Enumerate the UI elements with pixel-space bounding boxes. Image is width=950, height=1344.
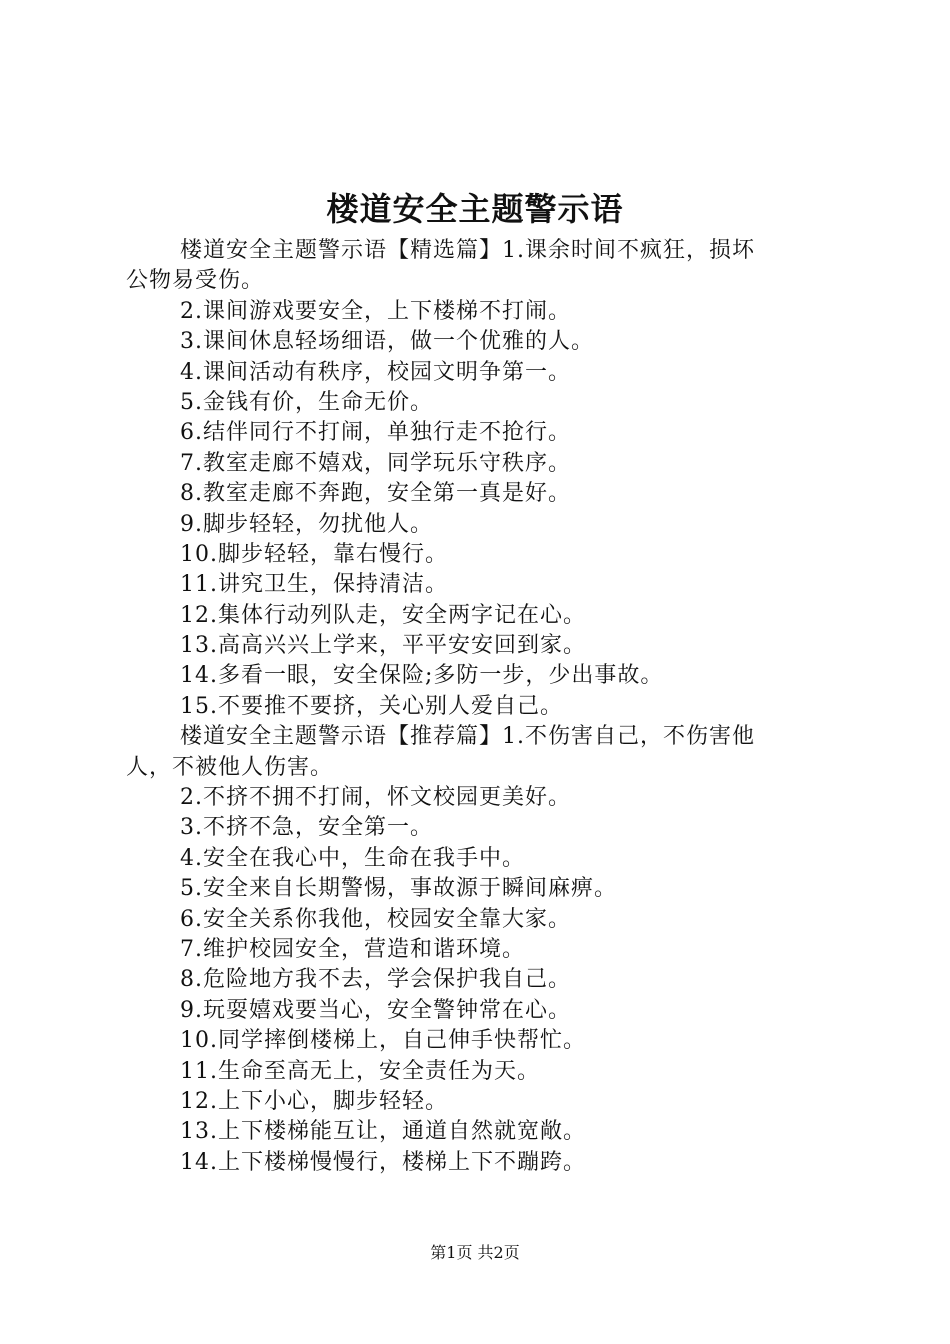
list-item: 11.讲究卫生，保持清洁。 <box>180 572 448 598</box>
list-item: 6.结伴同行不打闹，单独行走不抢行。 <box>180 420 571 446</box>
list-item: 7.维护校园安全，营造和谐环境。 <box>180 936 525 962</box>
list-item: 3.课间休息轻场细语，做一个优雅的人。 <box>180 329 594 355</box>
page-footer: 第1页 共2页 <box>430 1243 520 1262</box>
list-item: 5.金钱有价，生命无价。 <box>180 389 433 415</box>
list-item: 10.脚步轻轻，靠右慢行。 <box>180 541 448 567</box>
list-item: 2.课间游戏要安全，上下楼梯不打闹。 <box>180 298 571 324</box>
list-item: 10.同学摔倒楼梯上，自己伸手快帮忙。 <box>180 1028 586 1054</box>
list-item: 2.不挤不拥不打闹，怀文校园更美好。 <box>180 785 571 811</box>
list-item: 3.不挤不急，安全第一。 <box>180 815 433 841</box>
paragraph-line: 人，不被他人伤害。 <box>126 754 334 780</box>
list-item: 11.生命至高无上，安全责任为天。 <box>180 1058 540 1084</box>
list-item: 15.不要推不要挤，关心别人爱自己。 <box>180 693 563 719</box>
list-item: 12.上下小心，脚步轻轻。 <box>180 1088 448 1114</box>
list-item: 13.高高兴兴上学来，平平安安回到家。 <box>180 633 586 659</box>
list-item: 5.安全来自长期警惕，事故源于瞬间麻痹。 <box>180 876 617 902</box>
document-title: 楼道安全主题警示语 <box>326 190 624 228</box>
paragraph-line: 楼道安全主题警示语【推荐篇】1.不伤害自己，不伤害他 <box>180 724 755 750</box>
list-item: 7.教室走廊不嬉戏，同学玩乐守秩序。 <box>180 450 571 476</box>
list-item: 6.安全关系你我他，校园安全靠大家。 <box>180 906 571 932</box>
list-item: 13.上下楼梯能互让，通道自然就宽敞。 <box>180 1119 586 1145</box>
paragraph-line: 楼道安全主题警示语【精选篇】1.课余时间不疯狂，损坏 <box>180 238 755 263</box>
list-item: 8.危险地方我不去，学会保护我自己。 <box>180 967 571 993</box>
list-item: 14.多看一眼，安全保险;多防一步，少出事故。 <box>180 663 664 689</box>
list-item: 4.课间活动有秩序，校园文明争第一。 <box>180 359 571 385</box>
list-item: 14.上下楼梯慢慢行，楼梯上下不蹦跨。 <box>180 1149 586 1175</box>
list-item: 9.脚步轻轻，勿扰他人。 <box>180 511 433 537</box>
list-item: 4.安全在我心中，生命在我手中。 <box>180 845 525 871</box>
paragraph-line: 公物易受伤。 <box>126 268 265 294</box>
list-item: 8.教室走廊不奔跑，安全第一真是好。 <box>180 481 571 507</box>
list-item: 12.集体行动列队走，安全两字记在心。 <box>180 602 586 628</box>
list-item: 9.玩耍嬉戏要当心，安全警钟常在心。 <box>180 997 571 1023</box>
document-body <box>126 236 834 1178</box>
